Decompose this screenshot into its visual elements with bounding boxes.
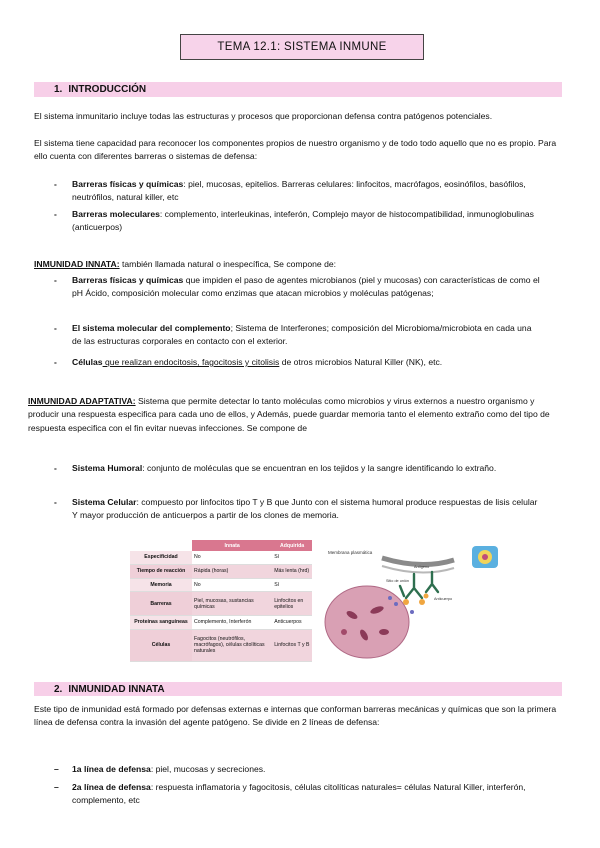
section-heading-introduccion (34, 82, 562, 97)
bullet-bold: Sistema Celular (72, 497, 137, 507)
innata-bullet-barreras (54, 274, 542, 301)
diagram-label: Sitio de unión (386, 579, 410, 583)
table-row-header: Especificidad (130, 551, 192, 564)
comparison-table (130, 540, 312, 662)
bullet-text: de otros microbios Natural Killer (NK), etc. (279, 357, 443, 367)
table-cell: Más lenta (hrd) (272, 564, 312, 578)
innata-bullet-complemento (54, 322, 542, 349)
innata-intro (34, 258, 564, 271)
diagram-caption: Membrana plasmática (328, 550, 373, 555)
intro-bullet-barreras-moleculares (54, 208, 542, 235)
table-row-header: Memoria (130, 578, 192, 592)
bullet-dash: - (54, 357, 57, 367)
bullet-bold: Barreras físicas y químicas (72, 179, 184, 189)
table-header-cell: Innata (192, 540, 272, 551)
bullet-bold: El sistema molecular del complemento (72, 323, 231, 333)
table-header-cell (130, 540, 192, 551)
bullet-bold: 2a línea de defensa (72, 782, 151, 792)
section-title: INMUNIDAD INNATA (68, 683, 165, 695)
table-row-header: Tiempo de reacción (130, 564, 192, 578)
section-title: INTRODUCCIÓN (68, 84, 147, 95)
adaptativa-label: INMUNIDAD ADAPTATIVA: (28, 396, 136, 406)
intro-p1-text: El sistema inmunitario incluye todas las estructuras y procesos que proporcionan defensa contra patógenos potenciales. (34, 111, 493, 121)
table-header-cell: Adquirida (272, 540, 312, 551)
cell-thumbnail-icon (470, 542, 500, 572)
bullet-dash: - (54, 275, 57, 285)
table-row-header: Células (130, 629, 192, 661)
innata-text: también llamada natural o inespecífica, Se compone de: (119, 259, 337, 269)
bullet-dash: - (54, 497, 57, 507)
bullet-text: : piel, mucosas y secreciones. (150, 764, 266, 774)
adaptativa-intro (28, 395, 564, 435)
table-cell: Piel, mucosas, sustancias químicas (192, 592, 272, 615)
document-title (180, 34, 424, 60)
adaptativa-bullet-humoral (54, 462, 542, 475)
table-row-header: Proteínas sanguíneas (130, 615, 192, 629)
table-cell: Linfocitos T y B (272, 629, 312, 661)
bullet-text: que impiden el paso de agentes microbianos (piel y mucosas) con características de como el pH Ácido, composición molecular como enzimas que atacan microbios y moléculas patógenas; (72, 275, 540, 299)
table-cell: Anticuerpos (272, 615, 312, 629)
bullet-bold: Barreras moleculares (72, 209, 160, 219)
bullet-text: : complemento, interleukinas, inteferón, Complejo mayor de histocompatibilidad, inmunoglobulinas (anticuerpos) (72, 209, 534, 233)
table-cell: Sí (272, 578, 312, 592)
antibody-icon (400, 572, 438, 598)
bullet-bold: Células (72, 357, 103, 367)
intro-paragraph-2 (34, 137, 564, 164)
bullet-dash: - (54, 209, 57, 219)
table-cell: Fagocitos (neutrófilos, macrófagos), células citolíticas naturales (192, 629, 272, 661)
bullet-dash: - (54, 179, 57, 189)
table-cell: Sí (272, 551, 312, 564)
table-row (130, 592, 312, 615)
table-cell: Rápida (horas) (192, 564, 272, 578)
table-row (130, 629, 312, 661)
adaptativa-bullet-celular (54, 496, 542, 523)
bullet-dash: - (54, 323, 57, 333)
sec2-bullet-primera-linea (54, 763, 542, 776)
bullet-bold: Sistema Humoral (72, 463, 143, 473)
sec2-paragraph (34, 703, 564, 730)
antibody-diagram (322, 540, 462, 665)
bullet-bold: 1a línea de defensa (72, 764, 151, 774)
innata-label: INMUNIDAD INNATA: (34, 259, 120, 269)
section-heading-inmunidad-innata (34, 682, 562, 696)
bullet-underlined: que realizan endocitosis, fagocitosis y citolisis (102, 357, 280, 367)
bullet-text: : conjunto de moléculas que se encuentran en los tejidos y la sangre identificando lo extraño. (142, 463, 497, 473)
sec2-bullet-segunda-linea (54, 781, 542, 808)
table-cell: No (192, 578, 272, 592)
table-row-header: Barreras (130, 592, 192, 615)
bullet-text: : respuesta inflamatoria y fagocitosis, células citolíticas naturales= células Natural Killer, interferón, complemento, etc (72, 782, 526, 806)
table-row (130, 564, 312, 578)
table-row (130, 615, 312, 629)
bullet-bold: Barreras físicas y químicas (72, 275, 184, 285)
section-number: 2. (54, 683, 63, 695)
bullet-dash: - (54, 463, 57, 473)
innata-bullet-celulas (54, 356, 542, 369)
section-number: 1. (54, 84, 63, 95)
table-cell: Complemento, Interferón (192, 615, 272, 629)
intro-p2-text: El sistema tiene capacidad para reconocer los componentes propios de nuestro organismo y de todo todo aquello que no es propio. Para ello cuenta con diferentes barreras o sistemas de defensa: (34, 138, 557, 162)
diagram-label: Anticuerpo (434, 597, 453, 601)
pathogen-cell-icon (325, 586, 409, 658)
table-cell: No (192, 551, 272, 564)
table-cell: Linfocitos en epitelios (272, 592, 312, 615)
bullet-dash: – (54, 782, 59, 792)
document-title-text: TEMA 12.1: SISTEMA INMUNE (217, 41, 387, 53)
table-header-row (130, 540, 312, 551)
bullet-text: : compuesto por linfocitos tipo T y B que Junto con el sistema humoral produce respuestas de lisis celular Y mayor producción de anticuerpos a partir de los clones de memoria. (72, 497, 538, 521)
adaptativa-text: Sistema que permite detectar lo tanto moléculas como microbios y virus externos a nuestro organismo y producir una respuesta especifica para cada uno de ellos, y Además, puede guardar memoria tanto el elemento extraño como del tipo de respuesta especifica con el fin evitar nuevas infecciones. Se compone de (28, 396, 550, 433)
table-row (130, 578, 312, 592)
table-row (130, 551, 312, 564)
bullet-text: ; Sistema de Interferones; composición del Microbioma/microbiota en cada una de las estructuras corporales en contacto con el exterior. (72, 323, 532, 347)
intro-paragraph-1 (34, 110, 564, 123)
bullet-dash: – (54, 764, 59, 774)
intro-bullet-barreras-fisicas (54, 178, 542, 205)
diagram-label: Antígeno (414, 565, 430, 569)
sec2-p1-text: Este tipo de inmunidad está formado por defensas externas e internas que conforman barreras mecánicas y químicas que son la primera línea de defensa contra la invasión del agente patógeno. Se divide en 2 líneas de defensa: (34, 704, 557, 728)
bullet-text: : piel, mucosas, epitelios. Barreras celulares: linfocitos, macrófagos, eosinófilos, basófilos, neutrófilos, natural killer, etc (72, 179, 526, 203)
